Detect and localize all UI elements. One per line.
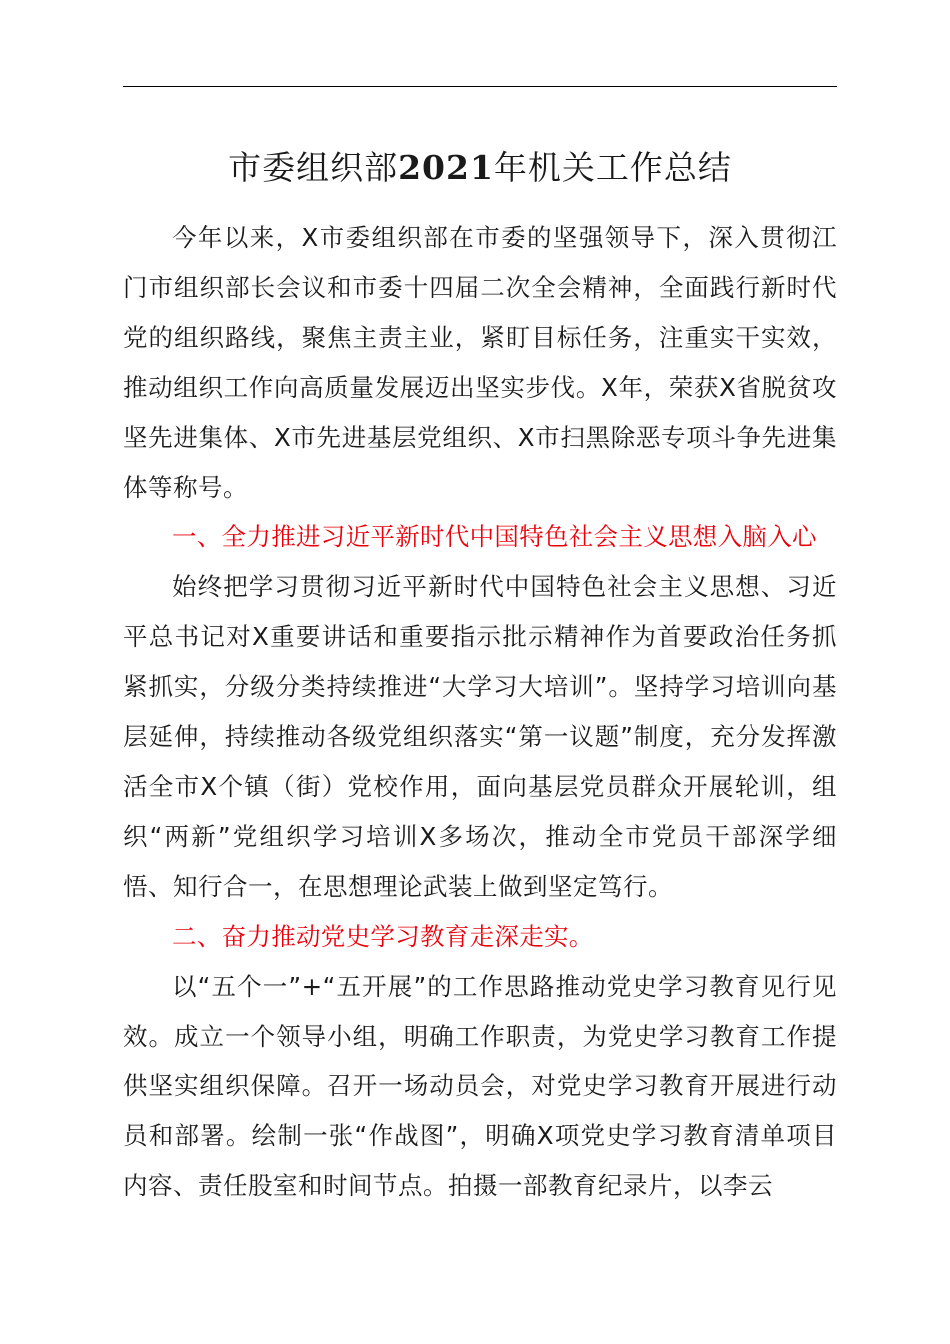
title-year: 2021 [398,148,494,187]
header-rule [123,86,837,87]
document-title [123,146,837,190]
intro-paragraph: 今年以来，X市委组织部在市委的坚强领导下，深入贯彻江门市组织部长会议和市委十四届二次全会精神，全面践行新时代党的组织路线，聚焦主责主业，紧盯目标任务，注重实干实效，推动组织工作向高质量发展迈出坚实步伐。X年，荣获X省脱贫攻坚先进集体、X市先进基层党组织、X市扫黑除恶专项斗争先进集体等称号。 [123,223,837,502]
document-body [123,213,837,1211]
section-heading-2: 二、奋力推动党史学习教育走深走实。 [172,921,594,951]
section-heading-1: 一、全力推进习近平新时代中国特色社会主义思想入脑入心 [172,522,817,552]
title-suffix: 年机关工作总结 [493,148,732,187]
section-1-paragraph: 始终把学习贯彻习近平新时代中国特色社会主义思想、习近平总书记对X重要讲话和重要指示批示精神作为首要政治任务抓紧抓实，分级分类持续推进“大学习大培训”。坚持学习培训向基层延伸，持续推动各级党组织落实“第一议题”制度，充分发挥激活全市X个镇（街）党校作用，面向基层党员群众开展轮训，组织“两新”党组织学习培训X多场次，推动全市党员干部深学细悟、知行合一，在思想理论武装上做到坚定笃行。 [123,572,837,901]
section-2-paragraph: 以“五个一”+“五开展”的工作思路推动党史学习教育见行见效。成立一个领导小组，明确工作职责，为党史学习教育工作提供坚实组织保障。召开一场动员会，对党史学习教育开展进行动员和部署。绘制一张“作战图”，明确X项党史学习教育清单项目内容、责任股室和时间节点。拍摄一部教育纪录片，以李云 [123,971,837,1201]
title-prefix: 市委组织部 [228,148,399,187]
